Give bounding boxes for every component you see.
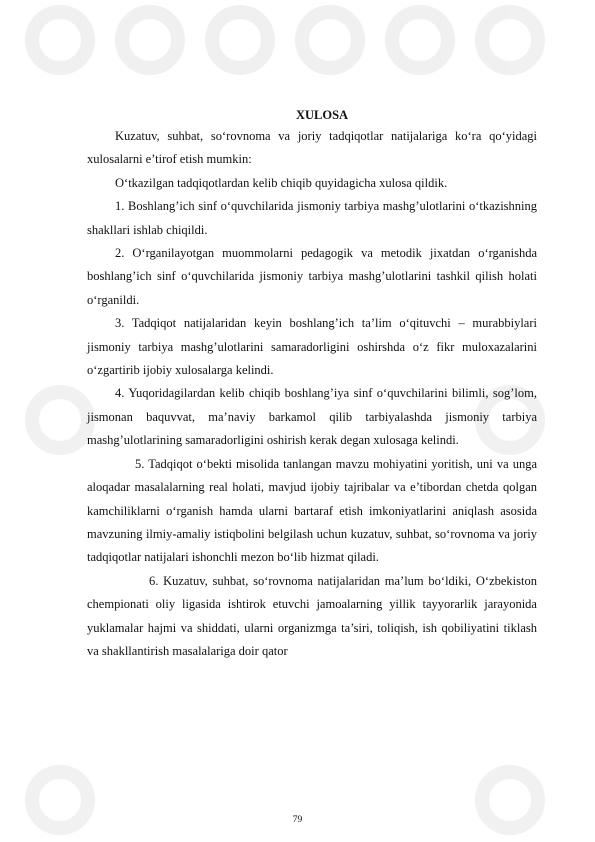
paragraph-item-1 <box>87 195 537 242</box>
paragraph-item-6 <box>87 570 537 664</box>
paragraph-item-5 <box>87 453 537 570</box>
paragraph-conclusion-lead <box>87 172 537 195</box>
paragraph-item-5-text: 5. Tadqiqot o‘bekti misolida tanlangan mavzu mohiyatini yoritish, uni va unga aloqadar masalalarning real holati, mavjud ijobiy tajribalar va e’tibordan chetda qolgan kamchiliklarni o‘rganish hamda ularni bartaraf etish imkoniyatlarini aniqlash asosida mavzuning ilmiy-amaliy istiqbolini belgilash uchun kuzatuv, suhbat, so‘rovnoma va joriy tadqiqotlar natijalari ishonchli mezon bo‘lib hizmat qiladi. <box>87 456 537 565</box>
paragraph-item-3-text: 3. Tadqiqot natijalaridan keyin boshlang’ich ta’lim o‘qituvchi – murabbiylari jismoniy tarbiya mashg’ulotlarini samaradorligini oshirshda o‘z fikr muloxazalarini o‘zgartirib ijobiy xulosalarga kelindi. <box>87 316 537 378</box>
paragraph-intro <box>87 125 537 172</box>
paragraph-intro-text: Kuzatuv, suhbat, so‘rovnoma va joriy tadqiqotlar natijalariga ko‘ra qo‘yidagi xulosalarni e’tirof etish mumkin: <box>87 129 537 167</box>
paragraph-item-2 <box>87 242 537 312</box>
paragraph-conclusion-lead-text: O‘tkazilgan tadqiqotlardan kelib chiqib quyidagicha xulosa qildik. <box>115 175 448 190</box>
document-page <box>87 105 537 663</box>
page-title: XULOSA <box>295 108 349 122</box>
paragraph-item-1-text: 1. Boshlang’ich sinf o‘quvchilarida jismoniy tarbiya mashg’ulotlarini o‘tkazishning shakllari ishlab chiqildi. <box>87 199 537 237</box>
paragraph-item-3 <box>87 312 537 382</box>
paragraph-item-4-text: 4. Yuqoridagilardan kelib chiqib boshlang’iya sinf o‘quvchilarini bilimli, sog’lom, jismonan baquvvat, ma’naviy barkamol qilib tarbiyalashda jismoniy tarbiya mashg’ulotlarining samaradorligini oshirish kerak degan xulosaga kelindi. <box>87 386 537 448</box>
paragraph-item-4 <box>87 382 537 452</box>
paragraph-item-6-text: 6. Kuzatuv, suhbat, so‘rovnoma natijalaridan ma’lum bo‘ldiki, O‘zbekiston chempionati oliy ligasida ishtirok etuvchi jamoalarning yillik tayyorarlik jarayonida yuklamalar hajmi va shiddati, ularni organizmga ta’siri, toliqish, ish qobiliyatini tiklash va shakllantirish masalalariga doir qator <box>87 573 537 658</box>
page-number: 79 <box>292 815 303 825</box>
paragraph-item-2-text: 2. O‘rganilayotgan muommolarni pedagogik va metodik jixatdan o‘rganishda boshlang’ich sinf o‘quvchilarida jismoniy tarbiya mashg’ulotlarini tashkil qilish holati o‘rganildi. <box>87 246 537 307</box>
